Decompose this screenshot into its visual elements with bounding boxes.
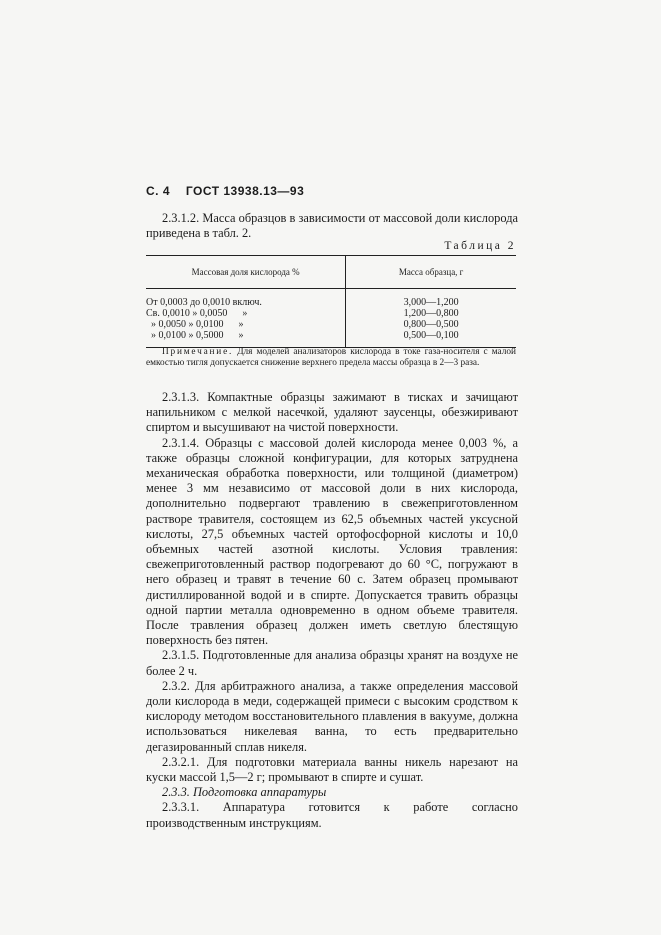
range-row: » 0,0100 » 0,5000 » — [146, 330, 244, 341]
paragraph-2-3-2: 2.3.2. Для арбитражного анализа, а также определения массовой доли кислорода в меди, содержащей примеси с высоким сродством к кислороду методом восстановительного плавления в вакууме, должна использоваться никелевая ванна, то есть предварительно дегазированный сплав никеля. — [146, 678, 518, 754]
range-row: » 0,0050 » 0,0100 » — [146, 319, 244, 330]
sample-mass-table — [146, 255, 516, 348]
col-sample-mass-header: Масса образца, г — [346, 256, 516, 289]
note-text: Для моделей анализаторов кислорода в токе газа-носителя с малой емкостью тигля допускается снижение верхнего предела массы образца в 2—3 раза. — [146, 347, 517, 369]
paragraph-2-3-1-5: 2.3.1.5. Подготовленные для анализа образцы хранят на воздухе не более 2 ч. — [146, 648, 518, 678]
page-header — [146, 184, 304, 198]
col-oxygen-fraction-header: Массовая доля кислорода % — [146, 256, 346, 289]
note-label: Примечание. — [162, 347, 234, 357]
range-row: Св. 0,0010 » 0,0050 » — [146, 308, 248, 319]
mass-row: 3,000—1,200 — [403, 297, 459, 308]
mass-row: 1,200—0,800 — [403, 308, 459, 319]
table-note — [146, 347, 516, 370]
paragraph-2-3-2-1: 2.3.2.1. Для подготовки материала ванны никель нарезают на куски массой 1,5—2 г; промывают в спирте и сушат. — [146, 754, 518, 785]
sample-mass-cell — [346, 289, 516, 348]
range-row: От 0,0003 до 0,0010 включ. — [146, 297, 262, 308]
paragraph-2-3-1-2: 2.3.1.2. Масса образцов в зависимости от массовой доли кислорода приведена в табл. 2. — [146, 211, 518, 241]
mass-row: 0,800—0,500 — [403, 319, 459, 330]
mass-row: 0,500—0,100 — [403, 330, 459, 341]
paragraph-2-3-3-1: 2.3.3.1. Аппаратура готовится к работе согласно производственным инструкциям. — [146, 800, 518, 830]
body-text — [146, 390, 518, 831]
paragraph-2-3-1-3: 2.3.1.3. Компактные образцы зажимают в тисках и зачищают напильником с мелкой насечкой, удаляют заусенцы, обезжиривают спиртом и высушивают на чистой поверхности. — [146, 390, 518, 435]
table-caption: Таблица 2 — [444, 240, 516, 252]
standard-number: ГОСТ 13938.13—93 — [185, 184, 305, 198]
oxygen-fraction-cell — [146, 289, 346, 348]
page-number: С. 4 — [146, 184, 171, 198]
intro-paragraph — [146, 211, 518, 241]
paragraph-2-3-1-4: 2.3.1.4. Образцы с массовой долей кислорода менее 0,003 %, а также образцы сложной конфигурации, для которых затруднена механическая обработка поверхности, или толщиной (диаметром) менее 3 мм независимо от массовой доли в них кислорода, дополнительно подвергают травлению в свежеприготовленном растворе травителя, состоящем из 62,5 объемных частей уксусной кислоты, 27,5 объемных частей ортофосфорной кислоты и 10,0 объемных частей азотной кислоты. Условия травления: свежеприготовленный раствор подогревают до 60 °C, погружают в него образец и травят в течение 60 с. Затем образец промывают дистиллированной водой и в спирте. Допускается травить образцы одной партии металла одновременно в одном объеме травителя. После травления образец должен иметь светлую блестящую поверхность без пятен. — [146, 435, 518, 648]
subsection-heading: 2.3.3. Подготовка аппаратуры — [162, 785, 327, 800]
